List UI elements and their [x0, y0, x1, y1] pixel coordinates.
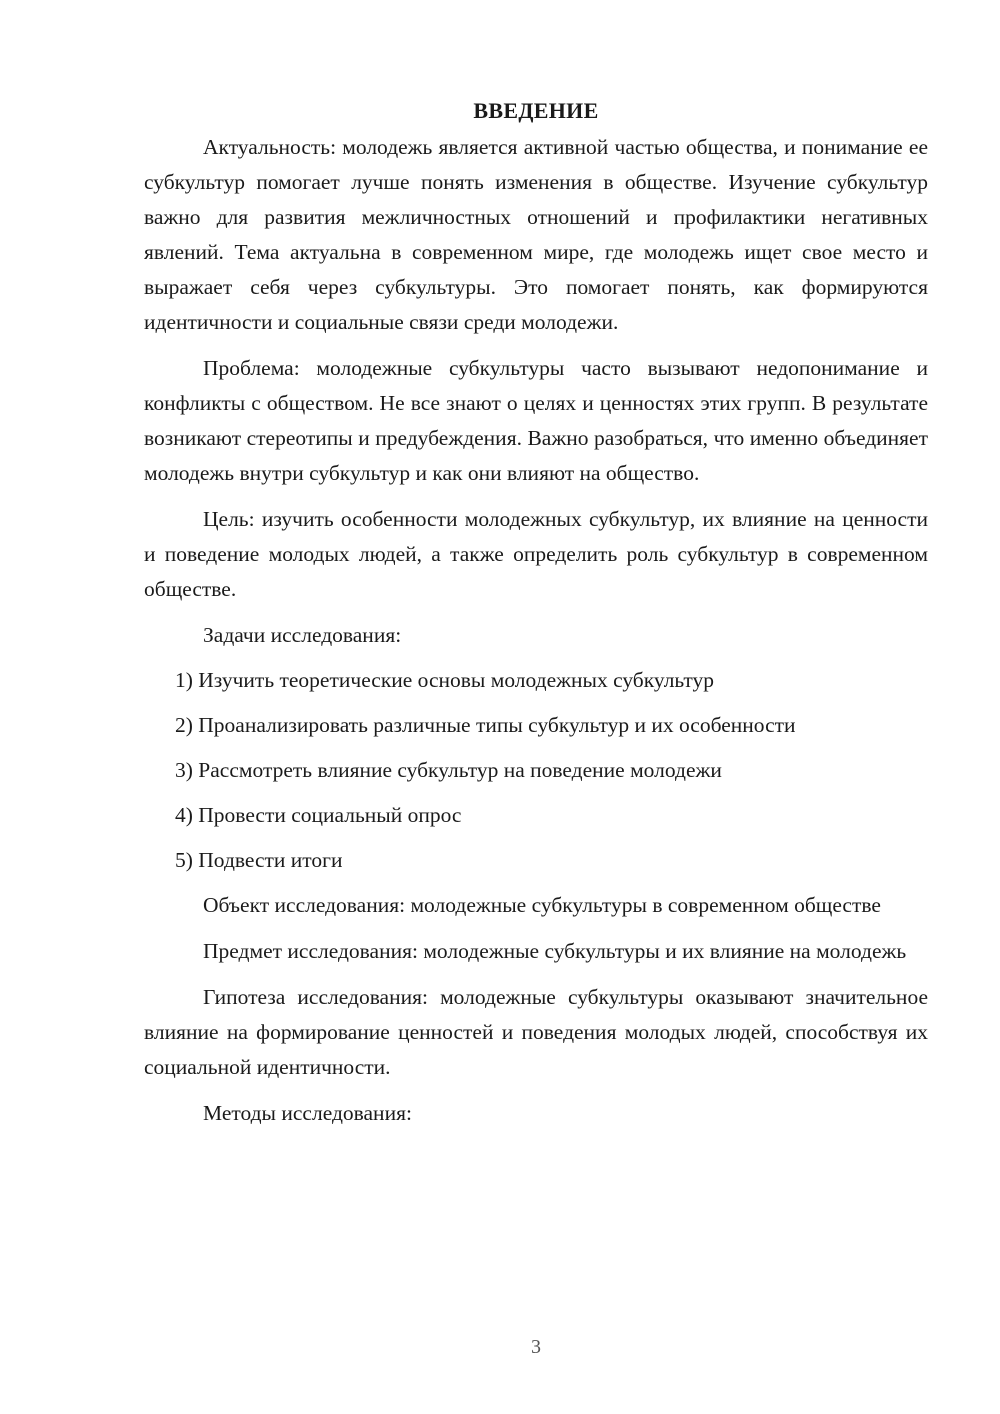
task-item: 5) Подвести итоги	[175, 848, 343, 872]
task-item: 3) Рассмотреть влияние субкультур на поведение молодежи	[175, 758, 722, 782]
document-title: ВВЕДЕНИЕ	[473, 98, 599, 123]
task-item: 4) Провести социальный опрос	[175, 803, 462, 827]
subject-paragraph: Предмет исследования: молодежные субкультуры и их влияние на молодежь	[203, 939, 907, 963]
object-paragraph: Объект исследования: молодежные субкультуры в современном обществе	[203, 893, 881, 917]
tasks-heading: Задачи исследования:	[203, 623, 402, 647]
methods-heading: Методы исследования:	[203, 1101, 412, 1125]
tasks-list	[144, 663, 928, 878]
document-page	[144, 94, 928, 1141]
page-number: 3	[531, 1336, 541, 1358]
problem-paragraph: Проблема: молодежные субкультуры часто вызывают недопонимание и конфликты с обществом. Не все знают о целях и ценностях этих групп. В результате возникают стереотипы и предубеждения. Важно разобраться, что именно объединяет молодежь внутри субкультур и как они влияют на общество.	[144, 356, 928, 485]
hypothesis-paragraph: Гипотеза исследования: молодежные субкультуры оказывают значительное влияние на формирование ценностей и поведения молодых людей, способствуя их социальной идентичности.	[144, 985, 928, 1079]
goal-paragraph: Цель: изучить особенности молодежных субкультур, их влияние на ценности и поведение молодых людей, а также определить роль субкультур в современном обществе.	[144, 507, 928, 601]
relevance-paragraph: Актуальность: молодежь является активной частью общества, и понимание ее субкультур помогает лучше понять изменения в обществе. Изучение субкультур важно для развития межличностных отношений и профилактики негативных явлений. Тема актуальна в современном мире, где молодежь ищет свое место и выражает себя через субкультуры. Это помогает понять, как формируются идентичности и социальные связи среди молодежи.	[144, 135, 928, 334]
task-item: 1) Изучить теоретические основы молодежных субкультур	[175, 668, 715, 692]
task-item: 2) Проанализировать различные типы субкультур и их особенности	[175, 713, 796, 737]
